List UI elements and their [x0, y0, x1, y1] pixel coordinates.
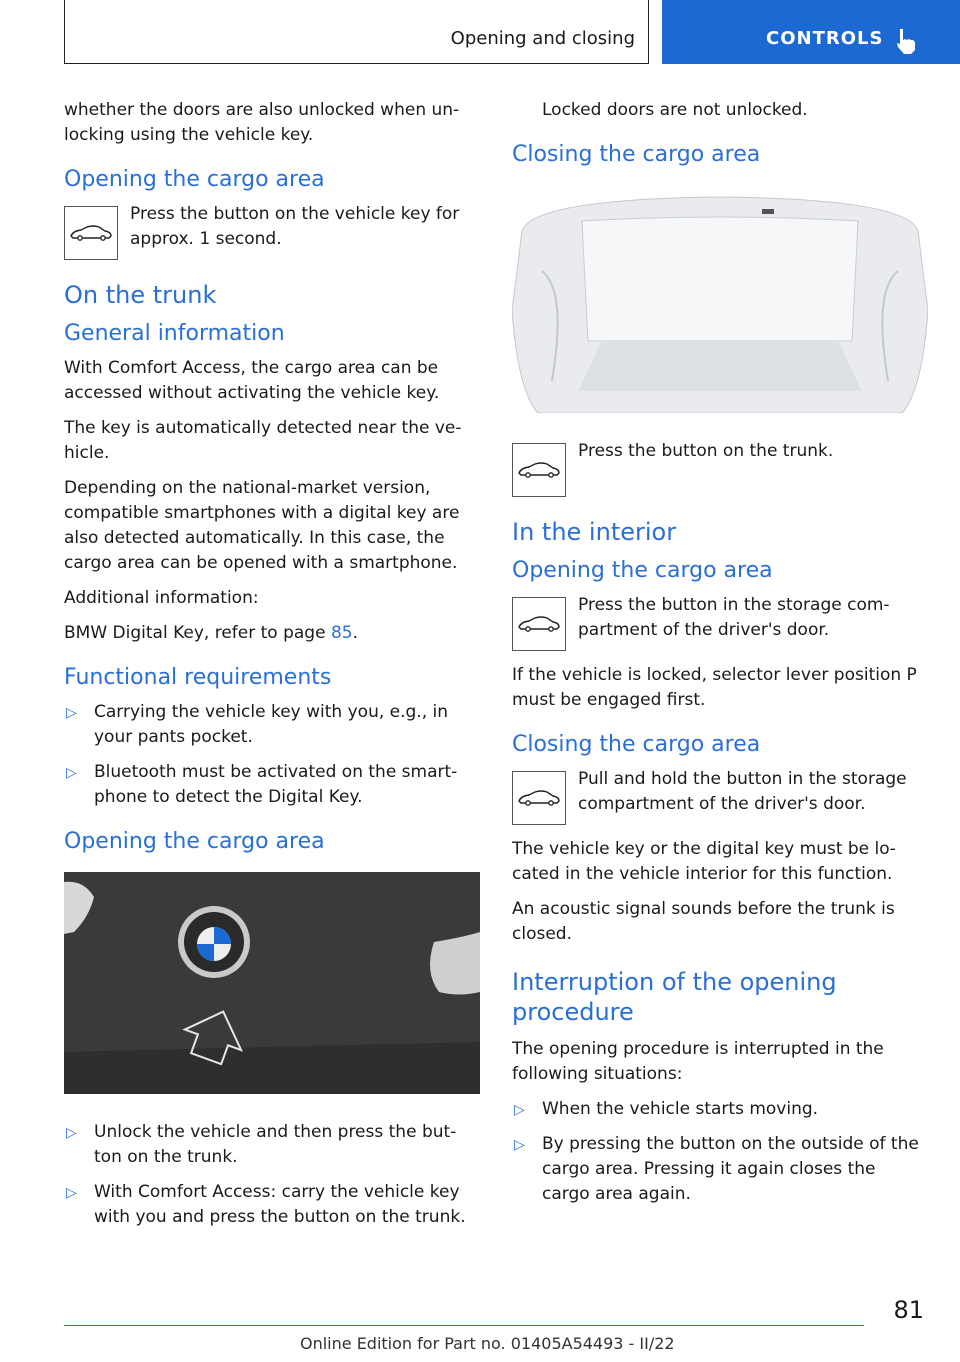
- interruption-list: [512, 1097, 928, 1207]
- page-link[interactable]: 85: [330, 623, 353, 643]
- right-column: [512, 98, 928, 1217]
- locked-doors-note: Locked doors are not unlocked.: [542, 100, 808, 120]
- footer-divider: [64, 1325, 864, 1326]
- general-paragraph-3: Depending on the national-market version, compatible smartphones with a digital key are also detected automatically. In this case, the cargo area can be opened with a smartphone.: [64, 478, 460, 573]
- heading-opening-cargo-area-1: Opening the cargo area: [64, 167, 325, 192]
- heading-closing-cargo-area-1: Closing the cargo area: [512, 142, 761, 167]
- list-item: [512, 1132, 928, 1207]
- storage-open-text: Press the button in the storage com‐partment of the driver's door.: [578, 595, 890, 640]
- list-item: [64, 760, 480, 810]
- vehicle-key-instruction: [64, 202, 480, 260]
- vehicle-key-text: Press the button on the vehicle key for approx. 1 second.: [130, 204, 460, 249]
- reference-text: BMW Digital Key, refer to page: [64, 623, 331, 643]
- opening-steps-list: [64, 1120, 480, 1230]
- storage-open-instruction: [512, 593, 928, 651]
- heading-functional-requirements: Functional requirements: [64, 665, 332, 690]
- interruption-paragraph: The opening procedure is interrupted in the following situations:: [512, 1039, 884, 1084]
- general-paragraph-4: Additional information:: [64, 588, 259, 608]
- list-item: [64, 1180, 480, 1230]
- intro-paragraph: whether the doors are also unlocked when un‐locking using the vehicle key.: [64, 100, 460, 145]
- chapter-label: CONTROLS: [766, 28, 884, 49]
- list-item-text: Bluetooth must be activated on the smart‐phone to detect the Digital Key.: [94, 762, 458, 807]
- list-item-text: By pressing the button on the outside of the cargo area. Pressing it again closes the cargo area again.: [542, 1134, 919, 1204]
- header-chapter-tab: [662, 0, 960, 64]
- bullet-triangle-icon: ▷: [66, 1125, 77, 1141]
- car-trunk-icon: [64, 206, 118, 260]
- list-item-text: When the vehicle starts moving.: [542, 1099, 819, 1119]
- list-item: [64, 700, 480, 750]
- list-item-text: Carrying the vehicle key with you, e.g., in your pants pocket.: [94, 702, 449, 747]
- trunk-interior-photo: [512, 191, 928, 413]
- list-item: [512, 1097, 928, 1122]
- page-number: 81: [893, 1296, 924, 1324]
- heading-general-information: General information: [64, 321, 285, 346]
- header-section-title: Opening and closing: [450, 28, 635, 49]
- bullet-triangle-icon: ▷: [66, 765, 77, 781]
- trunk-close-text: Press the button on the trunk.: [578, 441, 834, 461]
- acoustic-signal-note: An acoustic signal sounds before the trunk is closed.: [512, 899, 895, 944]
- left-column: [64, 98, 480, 1240]
- key-location-note: The vehicle key or the digital key must be lo‐cated in the vehicle interior for this function.: [512, 839, 896, 884]
- heading-closing-cargo-area-2: Closing the cargo area: [512, 732, 761, 757]
- bullet-triangle-icon: ▷: [66, 705, 77, 721]
- trunk-close-instruction: [512, 439, 928, 497]
- general-paragraph-2: The key is automatically detected near the ve‐hicle.: [64, 418, 462, 463]
- selector-lever-note: If the vehicle is locked, selector lever position P must be engaged first.: [512, 665, 917, 710]
- general-paragraph-1: With Comfort Access, the cargo area can be accessed without activating the vehicle key.: [64, 358, 440, 403]
- digital-key-reference: [64, 621, 480, 646]
- storage-close-instruction: [512, 767, 928, 825]
- reference-period: .: [352, 623, 358, 643]
- storage-close-text: Pull and hold the button in the storage compartment of the driver's door.: [578, 769, 907, 814]
- heading-opening-cargo-area-2: Opening the cargo area: [64, 829, 325, 854]
- car-trunk-icon: [512, 597, 566, 651]
- heading-interruption: Interruption of the opening procedure: [512, 968, 837, 1026]
- car-trunk-icon: [512, 771, 566, 825]
- car-trunk-icon: [512, 443, 566, 497]
- pointing-hand-icon: [894, 27, 920, 55]
- bullet-triangle-icon: ▷: [514, 1137, 525, 1153]
- heading-opening-cargo-area-3: Opening the cargo area: [512, 558, 773, 583]
- trunk-button-photo: [64, 872, 480, 1094]
- functional-requirements-list: [64, 700, 480, 810]
- list-item-text: With Comfort Access: carry the vehicle key with you and press the button on the trunk.: [94, 1182, 466, 1227]
- list-item-text: Unlock the vehicle and then press the but‐ton on the trunk.: [94, 1122, 457, 1167]
- heading-in-the-interior: In the interior: [512, 518, 677, 546]
- footer-edition: Online Edition for Part no. 01405A54493 - II/22: [300, 1334, 675, 1353]
- list-item: [64, 1120, 480, 1170]
- bullet-triangle-icon: ▷: [514, 1102, 525, 1118]
- heading-on-the-trunk: On the trunk: [64, 281, 217, 309]
- bullet-triangle-icon: ▷: [66, 1185, 77, 1201]
